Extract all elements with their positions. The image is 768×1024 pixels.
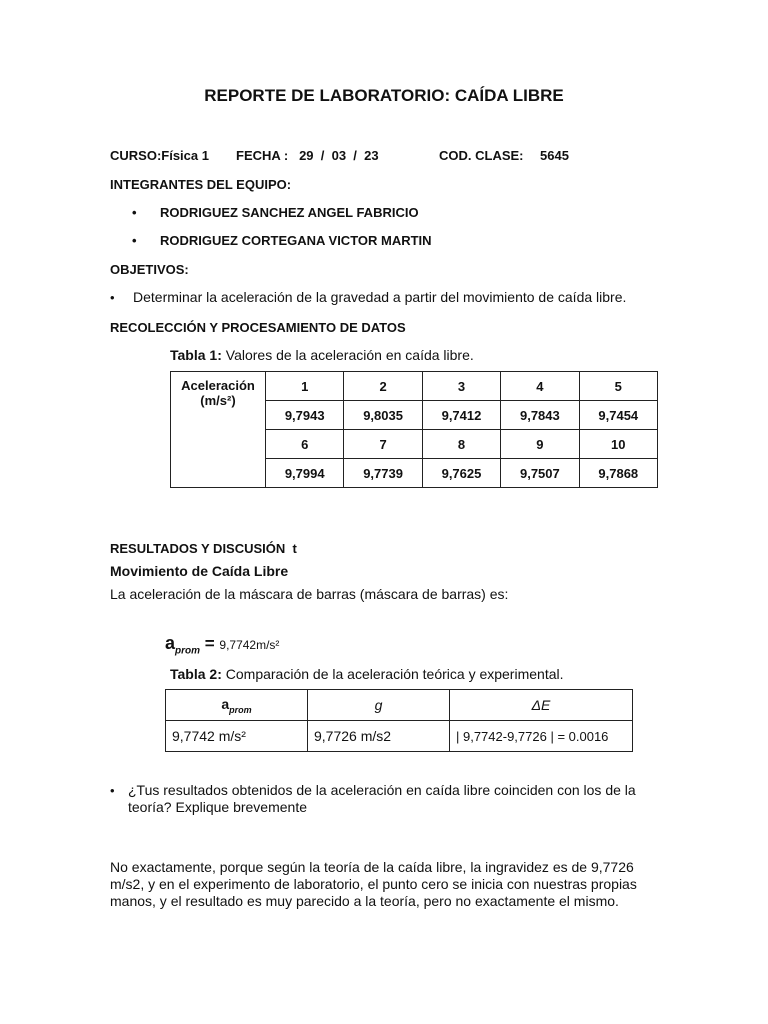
formula-line bbox=[165, 633, 279, 656]
table-cell: 2 bbox=[344, 372, 422, 401]
cod-clase-label: COD. CLASE: bbox=[439, 148, 524, 163]
member-name: RODRIGUEZ SANCHEZ ANGEL FABRICIO bbox=[160, 205, 419, 220]
table-row bbox=[171, 372, 658, 401]
value-delta-e: | 9,7742-9,7726 | = 0.0016 bbox=[450, 721, 633, 752]
table-cell: 7 bbox=[344, 430, 422, 459]
table-cell: 5 bbox=[579, 372, 657, 401]
member-name: RODRIGUEZ CORTEGANA VICTOR MARTIN bbox=[160, 233, 432, 248]
value-aprom: 9,7742 m/s² bbox=[166, 721, 308, 752]
tabla1-caption bbox=[170, 347, 474, 363]
table-cell: 9,7739 bbox=[344, 459, 422, 488]
bullet-icon: • bbox=[132, 233, 137, 248]
table-row bbox=[166, 721, 633, 752]
bullet-icon: • bbox=[110, 783, 115, 798]
aprom-subscript: prom bbox=[229, 704, 252, 715]
header-delta-e: ΔE bbox=[450, 690, 633, 721]
table-cell: 9,7454 bbox=[579, 401, 657, 430]
integrantes-heading: INTEGRANTES DEL EQUIPO: bbox=[110, 177, 292, 192]
bullet-icon: • bbox=[110, 290, 115, 305]
table-cell: 9,7943 bbox=[266, 401, 344, 430]
header-g: g bbox=[308, 690, 450, 721]
table-cell: 1 bbox=[266, 372, 344, 401]
table-cell: 9,7843 bbox=[501, 401, 579, 430]
cod-clase-value: 5645 bbox=[540, 148, 569, 163]
tabla1-table bbox=[170, 371, 658, 488]
aceleracion-header-line2: (m/s²) bbox=[200, 393, 236, 408]
fecha-label: FECHA : 29 / 03 / 23 bbox=[236, 148, 379, 163]
objetivos-heading: OBJETIVOS: bbox=[110, 262, 189, 277]
table-cell: 9,7625 bbox=[422, 459, 500, 488]
tabla1-caption-label: Tabla 1: bbox=[170, 347, 222, 363]
header-aprom bbox=[166, 690, 308, 721]
table-cell: 10 bbox=[579, 430, 657, 459]
formula-value: 9,7742m/s² bbox=[219, 638, 280, 652]
aceleracion-header-line1: Aceleración bbox=[181, 378, 255, 393]
table-cell: 9,7994 bbox=[266, 459, 344, 488]
bullet-icon: • bbox=[132, 205, 137, 220]
table-cell: 9 bbox=[501, 430, 579, 459]
objetivo-item: Determinar la aceleración de la gravedad a partir del movimiento de caída libre. bbox=[133, 289, 627, 305]
value-g: 9,7726 m/s2 bbox=[308, 721, 450, 752]
answer-paragraph: No exactamente, porque según la teoría de la caída libre, la ingravidez es de 9,7726 m/s2, y en el experimento de laboratorio, el punto cero se inicia con nuestras propias manos, y el resultado es muy parecido a la teoría, pero no exactamente el mismo. bbox=[110, 859, 637, 909]
intro-text: La aceleración de la máscara de barras (máscara de barras) es: bbox=[110, 586, 509, 602]
formula-subscript: prom bbox=[175, 645, 201, 657]
table-cell: 6 bbox=[266, 430, 344, 459]
document-title: REPORTE DE LABORATORIO: CAÍDA LIBRE bbox=[204, 86, 564, 105]
table-cell: 3 bbox=[422, 372, 500, 401]
resultados-heading: RESULTADOS Y DISCUSIÓN t bbox=[110, 541, 297, 556]
tabla2-caption-label: Tabla 2: bbox=[170, 666, 222, 682]
table-cell: 4 bbox=[501, 372, 579, 401]
formula-symbol: a bbox=[165, 633, 176, 653]
table-cell: 9,7412 bbox=[422, 401, 500, 430]
table-cell: 9,8035 bbox=[344, 401, 422, 430]
tabla2-table bbox=[165, 689, 633, 752]
table-row bbox=[166, 690, 633, 721]
question-text: ¿Tus resultados obtenidos de la aceleración en caída libre coinciden con los de la teoría? Explique brevemente bbox=[128, 782, 636, 815]
aceleracion-header-cell bbox=[171, 372, 266, 488]
tabla1-caption-text: Valores de la aceleración en caída libre. bbox=[221, 347, 474, 363]
recoleccion-heading: RECOLECCIÓN Y PROCESAMIENTO DE DATOS bbox=[110, 320, 406, 335]
table-cell: 9,7868 bbox=[579, 459, 657, 488]
table-cell: 9,7507 bbox=[501, 459, 579, 488]
movimiento-heading: Movimiento de Caída Libre bbox=[110, 563, 289, 579]
tabla2-caption-text: Comparación de la aceleración teórica y experimental. bbox=[221, 666, 564, 682]
aprom-symbol: a bbox=[221, 695, 230, 712]
curso-label: CURSO:Física 1 bbox=[110, 148, 209, 163]
formula-equals: = bbox=[200, 634, 220, 653]
table-cell: 8 bbox=[422, 430, 500, 459]
tabla2-caption bbox=[170, 666, 564, 682]
